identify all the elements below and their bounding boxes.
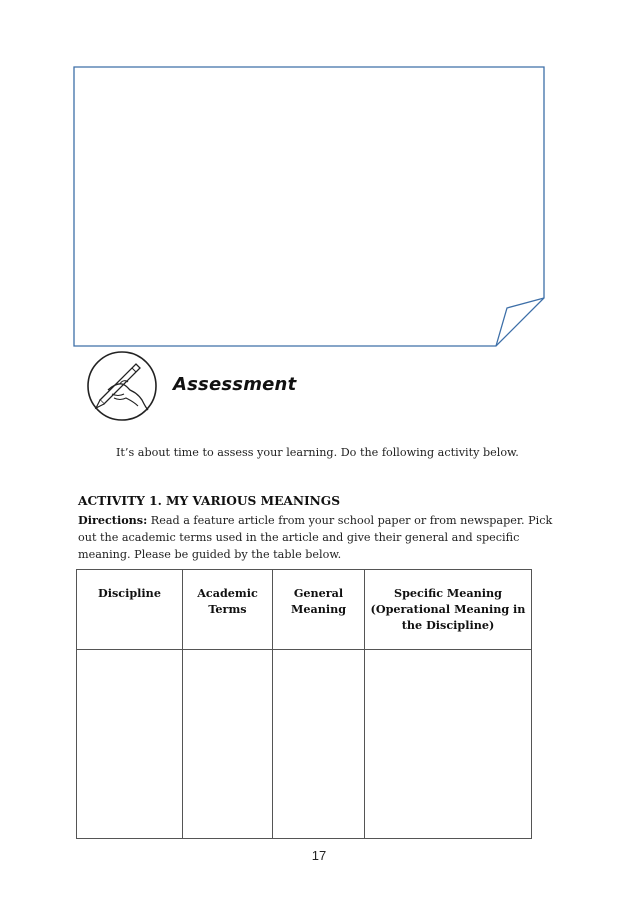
folded-corner-note-icon [70, 64, 548, 350]
empty-note-box [70, 64, 548, 350]
activity-title: ACTIVITY 1. MY VARIOUS MEANINGS [78, 494, 341, 508]
directions-paragraph [78, 512, 558, 563]
cell-discipline[interactable] [77, 650, 183, 839]
table-row [77, 650, 532, 839]
table-header-row [77, 570, 532, 650]
meanings-table [76, 569, 532, 839]
cell-academic-terms[interactable] [183, 650, 273, 839]
page-number: 17 [311, 848, 327, 863]
header-specific-meaning: Specific Meaning (Operational Meaning in the Discipline) [365, 570, 532, 650]
intro-text: It’s about time to assess your learning. Do the following activity below. [116, 446, 519, 459]
header-discipline: Discipline [77, 570, 183, 650]
header-academic-terms: Academic Terms [183, 570, 273, 650]
directions-text: Read a feature article from your school paper or from newspaper. Pick out the academic terms used in the article and give their general and specific meaning. Please be guided by the table below. [78, 514, 553, 561]
header-general-meaning: General Meaning [273, 570, 365, 650]
cell-general-meaning[interactable] [273, 650, 365, 839]
directions-label: Directions: [78, 513, 148, 527]
pen-in-hand-icon [86, 350, 158, 422]
assessment-title: Assessment [173, 374, 297, 395]
cell-specific-meaning[interactable] [365, 650, 532, 839]
